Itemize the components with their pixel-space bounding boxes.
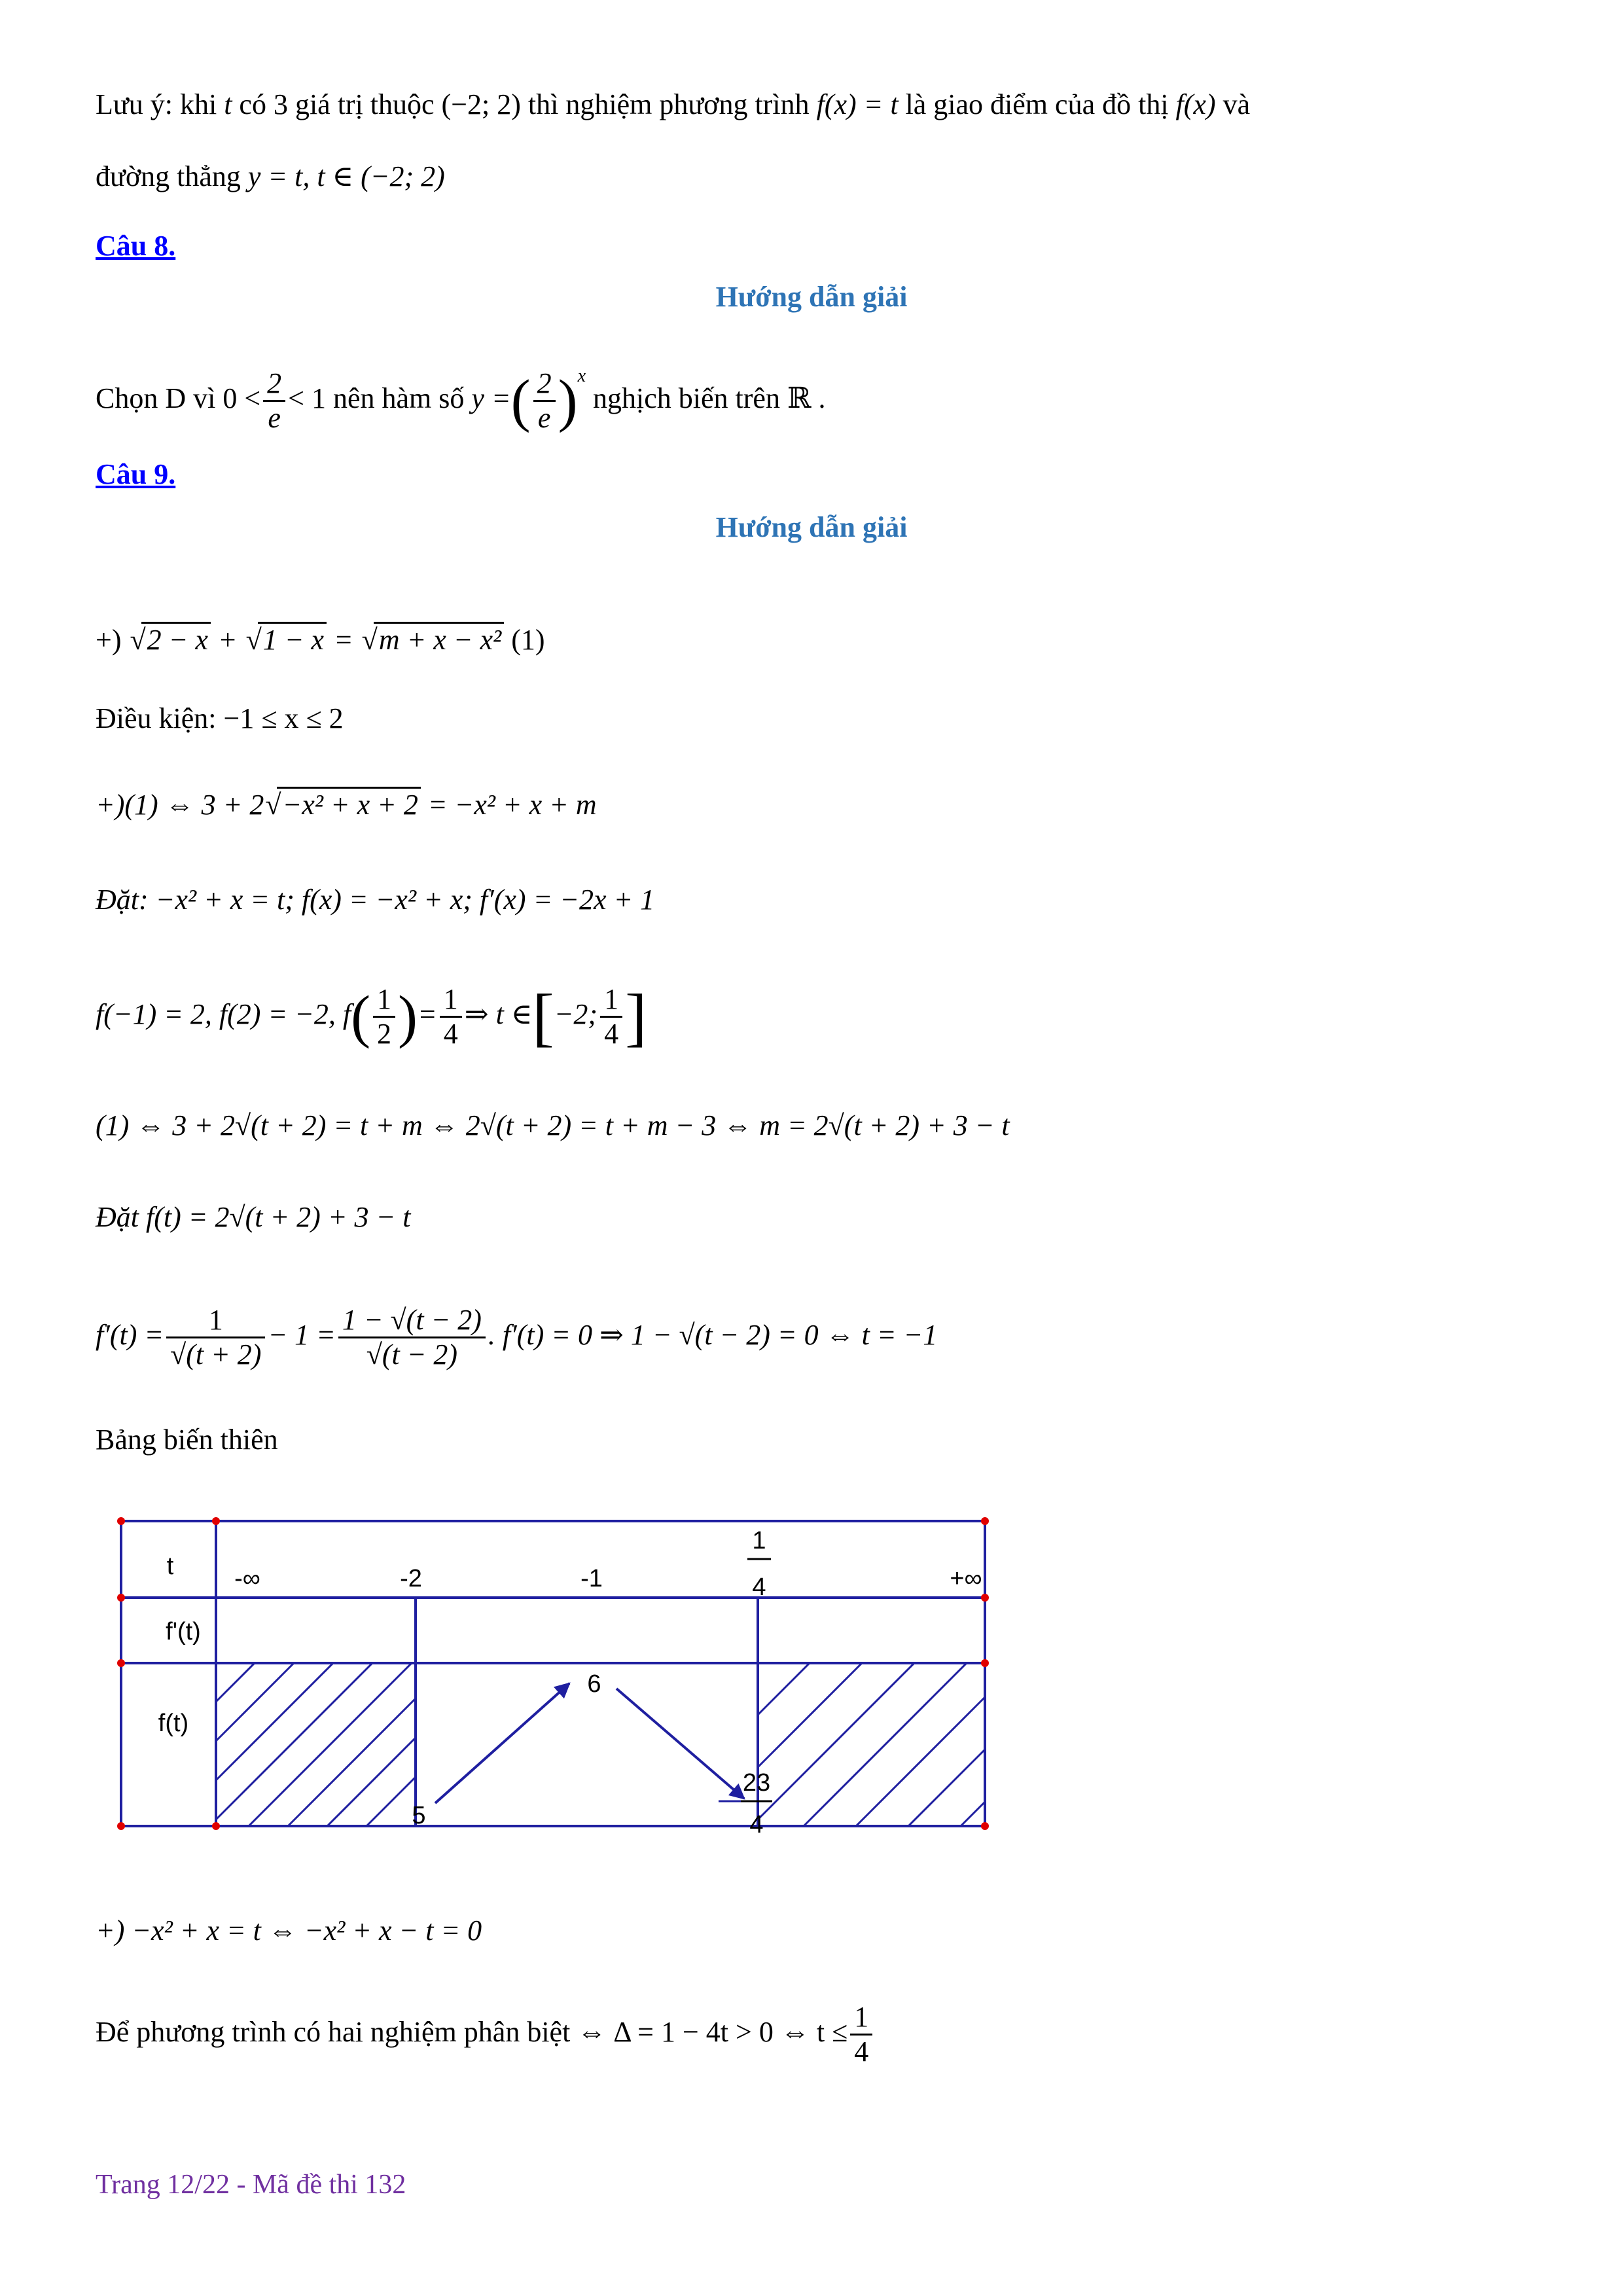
q8-text: < 1 nên hàm số <box>288 382 472 414</box>
f-value-end-num: 23 <box>742 1769 771 1797</box>
values-pre: f(−1) = 2, f(2) = −2, f <box>96 998 351 1030</box>
q8-frac-den: e <box>268 402 281 435</box>
q9-equation-4: +) −x² + x = t ⇔ −x² + x − t = 0 <box>96 1914 482 1946</box>
arrow-increasing <box>435 1683 569 1803</box>
eq2-post: = −x² + x + m <box>420 789 597 821</box>
note-math-t: t <box>224 88 232 120</box>
half-num: 1 <box>373 983 395 1018</box>
cond-fraction <box>850 2001 872 2068</box>
values-implies: ⇒ t ∈ <box>464 998 533 1030</box>
page-footer: Trang 12/22 - Mã đề thi 132 <box>96 2170 406 2200</box>
note-text: đường thẳng <box>96 160 248 192</box>
q9-condition: Điều kiện: −1 ≤ x ≤ 2 <box>96 702 344 734</box>
row-label-f: f(t) <box>158 1710 189 1737</box>
q8-guide-title: Hướng dẫn giải <box>715 281 908 313</box>
interval-start: −2; <box>554 998 598 1030</box>
t-value-neg-1: -1 <box>580 1565 603 1592</box>
f-value-max: 6 <box>587 1670 601 1698</box>
deriv-pre: f′(t) = <box>96 1319 164 1351</box>
row-label-t: t <box>166 1552 174 1580</box>
q8-text: nghịch biến trên ℝ . <box>586 382 826 414</box>
q8-base-den: e <box>537 402 551 435</box>
deriv-post: . f′(t) = 0 ⇒ 1 − √(t − 2) = 0 ⇔ t = −1 <box>488 1319 938 1351</box>
t-value-quarter-num: 1 <box>752 1527 766 1554</box>
q9-guide-title: Hướng dẫn giải <box>715 511 908 543</box>
t-value-neg-inf: -∞ <box>234 1565 260 1592</box>
q8-y: y = <box>471 382 511 414</box>
deriv-f2-den: √(t − 2) <box>366 1338 458 1371</box>
note-math-fx: f(x) <box>1175 88 1216 120</box>
eq2-radical: √ −x² + x + 2 <box>277 787 420 821</box>
q9-values: f(−1) = 2, f(2) = −2, f( $\frac{1}{2}$ )= $\frac{1}{4}$ ⇒ t ∈[−2; $\frac{1}{4}$ ] <box>96 980 647 1053</box>
note-text: và <box>1215 88 1251 120</box>
t-value-quarter-den: 4 <box>752 1573 766 1601</box>
q9-set-f: Đặt f(t) = 2√(t + 2) + 3 − t <box>96 1201 411 1233</box>
deriv-f2-num: 1 − √(t − 2) <box>338 1304 486 1338</box>
cond-pre: Để phương trình có hai nghiệm phân biệt ⇔ Δ = 1 − 4t > 0 ⇔ t ≤ <box>96 2016 848 2048</box>
q9-discriminant-condition <box>96 1996 875 2068</box>
eq1-radical-a: √ 2 − x <box>141 622 210 656</box>
cond-den: 4 <box>854 2036 869 2068</box>
f-value-end-den: 4 <box>749 1811 764 1839</box>
interval-den: 4 <box>604 1018 619 1050</box>
q8-exponent: x <box>577 366 586 386</box>
deriv-mid: − 1 = <box>268 1319 336 1351</box>
question-8-heading[interactable]: Câu 8. <box>96 230 176 262</box>
note-math-line: y = t, t ∈ (−2; 2) <box>247 160 445 192</box>
eq1-radical-c: √ m + x − x² <box>374 622 505 656</box>
note-text: là giao điểm của đồ thị <box>898 88 1176 120</box>
cond-num: 1 <box>850 2001 872 2036</box>
eq1-radical-b: √ 1 − x <box>258 622 327 656</box>
quarter-den: 4 <box>443 1018 458 1050</box>
q9-equation-3: (1) ⇔ 3 + 2√(t + 2) = t + m ⇔ 2√(t + 2) = t + m − 3 ⇔ m = 2√(t + 2) + 3 − t <box>96 1109 1010 1141</box>
eq1-prefix: +) <box>96 624 122 656</box>
deriv-f1-num: 1 <box>166 1304 265 1338</box>
f-value-min: 5 <box>412 1802 426 1829</box>
t-value-neg-2: -2 <box>400 1565 422 1592</box>
q8-text: Chọn D vì 0 < <box>96 382 261 414</box>
interval-num: 1 <box>600 983 622 1018</box>
quarter-num: 1 <box>440 983 462 1018</box>
q9-equation-1: +) √ 2 − x + √ 1 − x = √ m + x − x² (1) <box>96 620 545 660</box>
question-9-heading[interactable]: Câu 9. <box>96 458 176 490</box>
half-den: 2 <box>377 1018 392 1050</box>
q8-answer: Chọn D vì 0 < $\frac{2}{e}$ < 1 nên hàm số y =( $\frac{2}{e}$ )$^x$ nghịch biến trên ℝ . <box>96 366 826 435</box>
arrow-decreasing <box>616 1689 744 1799</box>
note-math-fx-eq-t: f(x) = t <box>816 88 899 120</box>
note-text: Lưu ý: khi <box>96 88 224 120</box>
eq1-suffix: (1) <box>504 624 545 656</box>
eq2-pre: +)(1) ⇔ 3 + 2 <box>96 789 264 821</box>
q8-frac-num: 2 <box>263 367 285 402</box>
row-label-fprime: f'(t) <box>166 1618 201 1645</box>
q8-base-num: 2 <box>533 367 556 402</box>
q9-set-t: Đặt: −x² + x = t; f(x) = −x² + x; f′(x) = −2x + 1 <box>96 884 655 916</box>
deriv-f1-den: √(t + 2) <box>170 1338 262 1371</box>
table-title: Bảng biến thiên <box>96 1424 278 1456</box>
values-eq: = <box>418 998 437 1030</box>
t-value-pos-inf: +∞ <box>950 1565 982 1592</box>
note-text: có 3 giá trị thuộc (−2; 2) thì nghiệm phương trình <box>232 88 817 120</box>
